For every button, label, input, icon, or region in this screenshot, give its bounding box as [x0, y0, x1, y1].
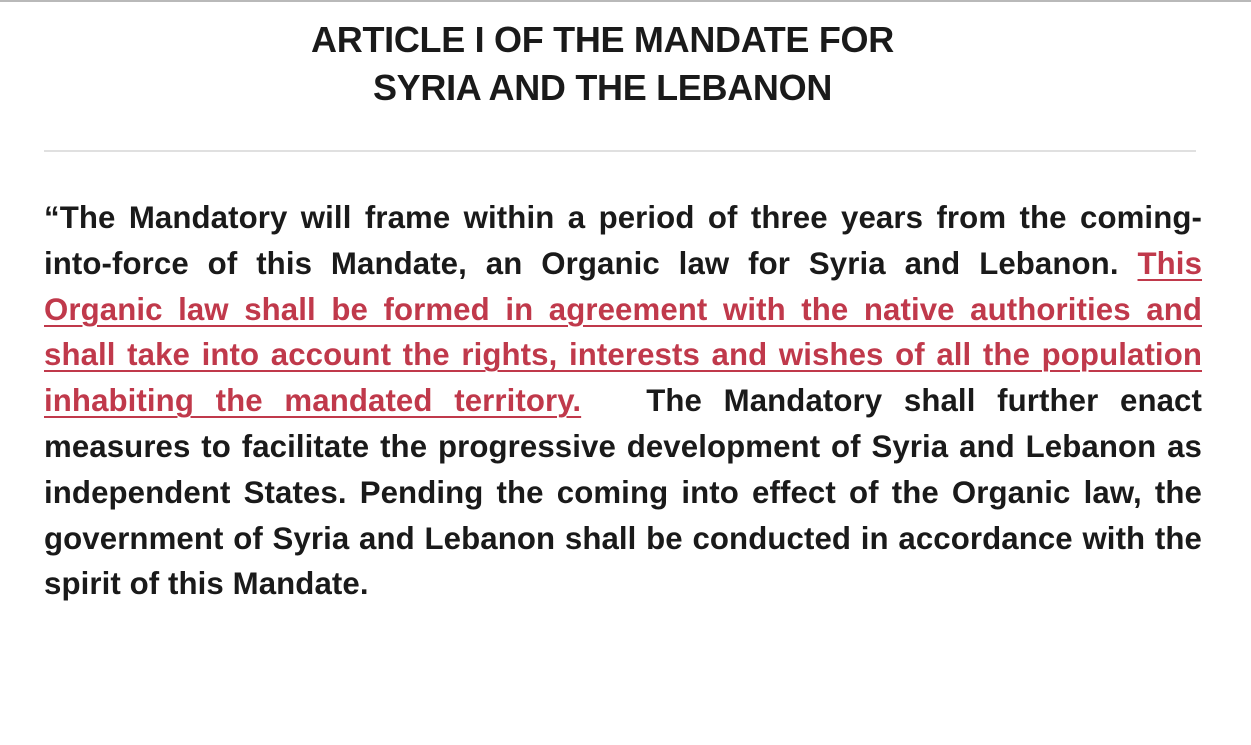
- paragraph-part-1: “The Mandatory will frame within a period of three years from the coming-into-force of this Mandate, an Organic law for Syria and Lebanon.: [44, 200, 1202, 281]
- page-title: [0, 16, 1205, 112]
- title-divider: [44, 150, 1196, 152]
- title-line-2: SYRIA AND THE LEBANON: [372, 67, 833, 108]
- article-paragraph: [44, 195, 1202, 607]
- title-line-1: ARTICLE I OF THE MANDATE FOR: [311, 19, 894, 60]
- highlighted-passage: This Organic law shall be formed in agreement with the native authorities and shall take into account the rights, interests and wishes of all the population inhabiting the mandated territory.: [44, 245, 1203, 419]
- paragraph-part-2: The Mandatory shall further enact measures to facilitate the progressive development of Syria and Lebanon as independent States. Pending the coming into effect of the Organic law, the government of Syria and Lebanon shall be conducted in accordance with the spirit of this Mandate.: [44, 383, 1202, 602]
